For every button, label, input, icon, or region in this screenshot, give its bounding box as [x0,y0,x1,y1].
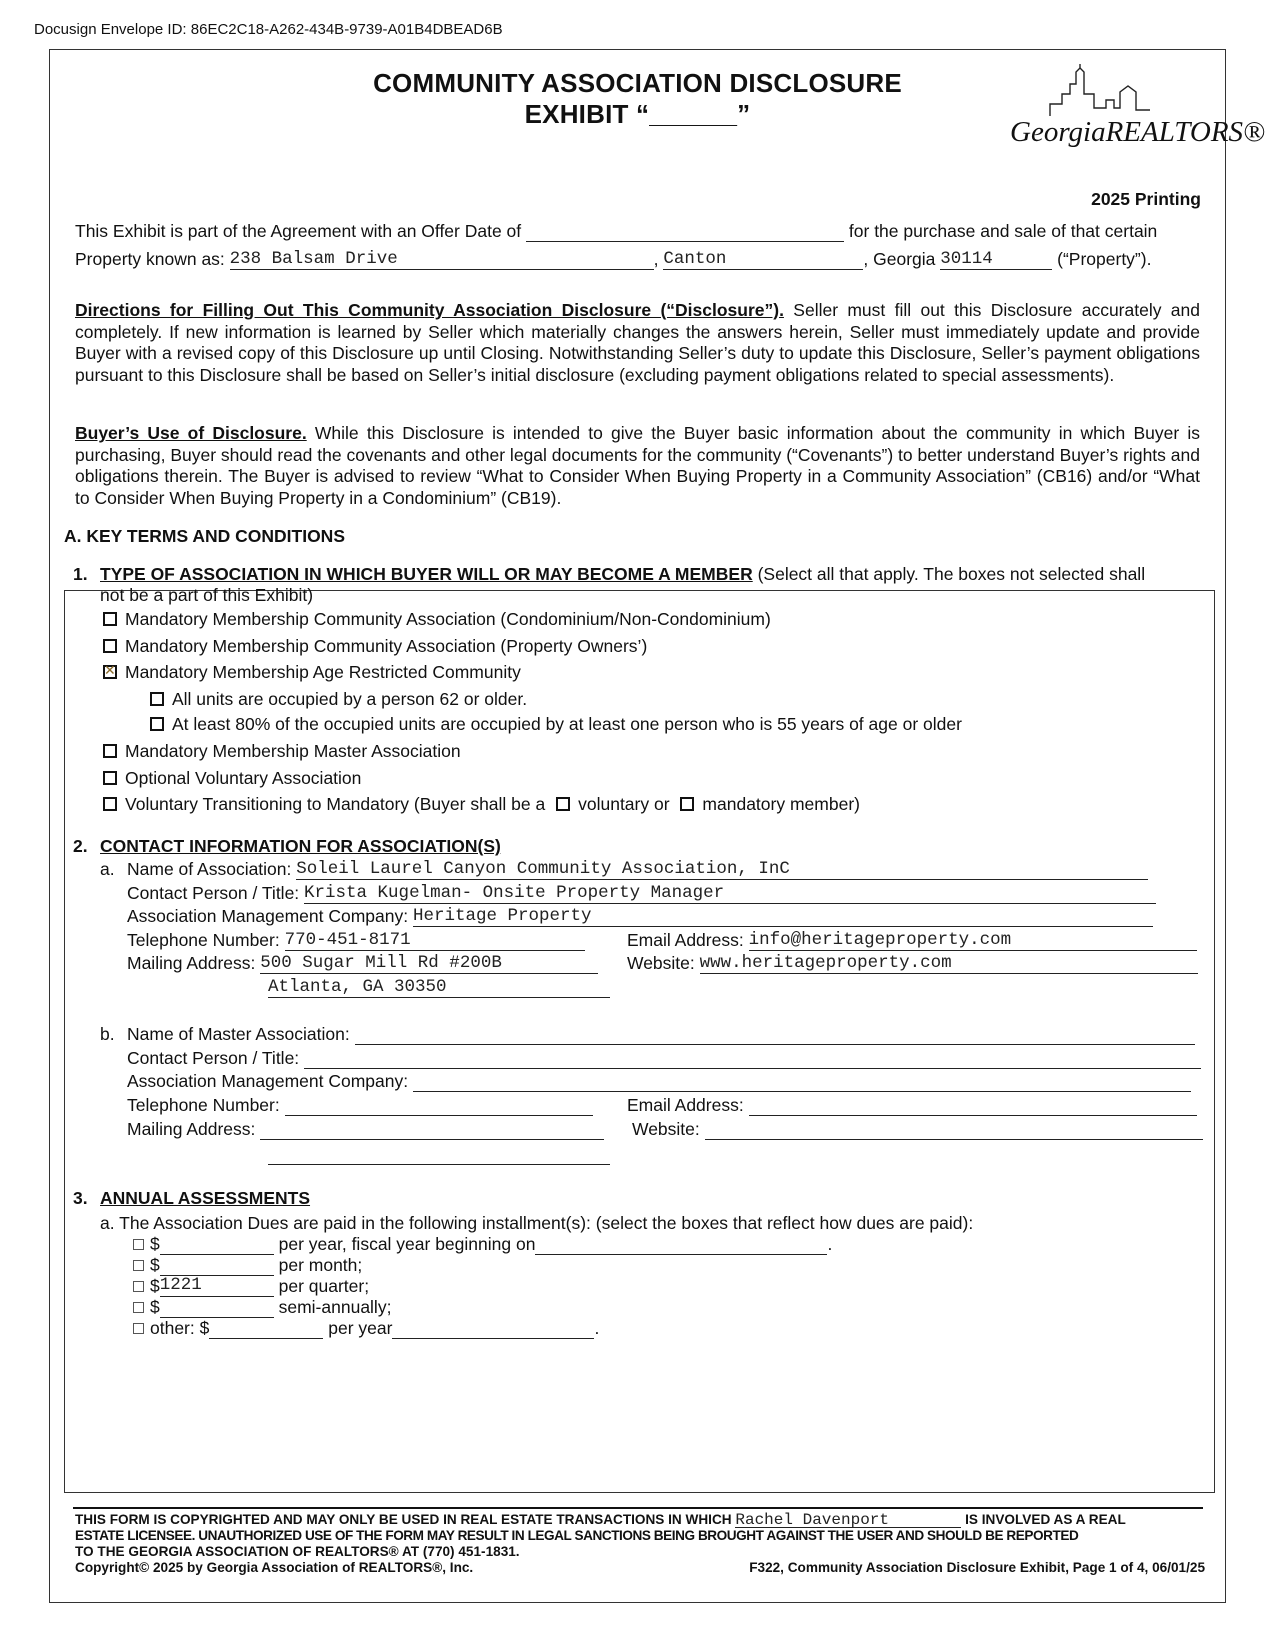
item3-intro: a. The Association Dues are paid in the following installment(s): (select the boxes that reflect how dues are paid): [100,1213,974,1233]
dues-amount-field[interactable]: 1221 [160,1278,274,1297]
form-title: COMMUNITY ASSOCIATION DISCLOSURE [373,68,902,98]
contact-field[interactable]: Krista Kugelman- Onsite Property Manager [304,883,1156,904]
exhibit-title: EXHIBIT “______” [524,99,751,129]
master-name-label: Name of Master Association: [127,1024,350,1044]
dues-row-other: other: $ per year . [133,1318,599,1339]
master-website-row [632,1119,1203,1140]
mailing-field-1[interactable]: 500 Sugar Mill Rd #200B [260,953,598,974]
master-contact-label: Contact Person / Title: [127,1048,300,1068]
checkbox-mandatory-member[interactable] [680,797,694,811]
checkbox[interactable] [150,692,164,706]
property-address-field[interactable]: 238 Balsam Drive [230,249,654,270]
master-phone-field[interactable] [285,1097,593,1116]
property-city-field[interactable]: Canton [663,249,863,270]
directions-paragraph [75,300,1200,386]
dues-suffix: per year [328,1318,393,1338]
property-label: Property known as: [75,249,225,269]
footer-line-1 [75,1512,1205,1528]
contact-label: Contact Person / Title: [127,883,300,903]
mailing-row [127,953,598,974]
mgmt-field[interactable]: Heritage Property [413,906,1153,927]
dues-prefix: $ [150,1297,160,1317]
dues-prefix: $ [150,1234,160,1254]
option-label: Mandatory Membership Community Association (Property Owners’) [125,636,648,656]
option-age-restricted[interactable] [103,662,521,683]
option-label: Voluntary Transitioning to Mandatory (Buyer shall be a [125,794,546,814]
other-per-year-field[interactable] [392,1320,594,1339]
offer-date-line [75,221,1157,242]
option-label: Mandatory Membership Master Association [125,741,461,761]
directions-body: Seller must fill out this Disclosure accurately and completely. If new information is learned by Seller which materially changes the answers herein, Seller must immediately update and provide Buyer with a revised copy of this Disclosure up until Closing. Notwithstanding Seller’s duty to update this Disclosure, Seller’s payment obligations pursuant to this Disclosure shall be based on Seller’s initial disclosure (excluding payment obligations related to special assessments). [75,300,1200,385]
mailing-field-2[interactable]: Atlanta, GA 30350 [268,977,610,998]
footer-rule [73,1507,1203,1509]
option-master[interactable] [103,741,461,762]
item2-number: 2. [73,836,88,856]
master-contact-row [127,1048,1201,1069]
buyers-use-paragraph [75,423,1200,509]
item1-number: 1. [73,564,88,584]
printing-year: 2025 Printing [1091,189,1201,209]
master-website-field[interactable] [705,1121,1203,1140]
option-property-owners[interactable] [103,636,647,657]
master-name-field[interactable] [355,1026,1195,1045]
mgmt-row [127,906,1153,927]
option-transitioning[interactable] [103,794,860,815]
item2a-letter: a. [100,859,115,879]
georgia-realtors-logo [1010,64,1266,164]
master-name-row [127,1024,1195,1045]
option-label: mandatory member) [702,794,860,814]
master-mailing-label: Mailing Address: [127,1119,256,1139]
master-website-label: Website: [632,1119,700,1139]
checkbox[interactable] [103,771,117,785]
buyers-use-heading: Buyer’s Use of Disclosure. [75,423,307,443]
property-suffix: (“Property”). [1057,249,1152,269]
footer-text: IS INVOLVED AS A REAL [965,1512,1126,1527]
dues-row-year: $ per year, fiscal year beginning on . [133,1234,832,1255]
option-label: All units are occupied by a person 62 or older. [172,689,528,709]
option-voluntary[interactable] [103,768,361,789]
master-phone-label: Telephone Number: [127,1095,280,1115]
mailing-label: Mailing Address: [127,953,256,973]
directions-heading: Directions for Filling Out This Community Association Disclosure (“Disclosure”). [75,300,784,320]
master-phone-row [127,1095,593,1116]
checkbox-checked[interactable] [103,665,117,679]
phone-label: Telephone Number: [127,930,280,950]
assoc-name-row [127,859,1148,880]
master-email-label: Email Address: [627,1095,744,1115]
dues-amount-field[interactable] [160,1257,274,1276]
item3-heading: ANNUAL ASSESSMENTS [100,1188,311,1208]
assoc-name-field[interactable]: Soleil Laurel Canyon Community Association, InC [296,859,1148,880]
logo-text: GeorgiaREALTORS® [1010,116,1266,148]
master-mailing-row [127,1119,604,1140]
dues-amount-field[interactable] [209,1320,323,1339]
checkbox[interactable] [103,744,117,758]
option-label: Mandatory Membership Community Association (Condominium/Non-Condominium) [125,609,771,629]
item1-heading: TYPE OF ASSOCIATION IN WHICH BUYER WILL OR MAY BECOME A MEMBER [100,564,753,584]
phone-field[interactable]: 770-451-8171 [285,930,585,951]
master-mailing-field-2[interactable] [268,1146,610,1165]
website-field[interactable]: www.heritageproperty.com [700,953,1198,974]
dues-amount-field[interactable] [160,1299,274,1318]
licensee-field[interactable]: Rachel Davenport [735,1513,961,1528]
dues-suffix: semi-annually; [278,1297,392,1317]
option-80-percent[interactable] [150,714,962,735]
assoc-name-label: Name of Association: [127,859,292,879]
dues-row-quarter [133,1276,369,1297]
master-mgmt-label: Association Management Company: [127,1071,409,1091]
footer-line-3: TO THE GEORGIA ASSOCIATION OF REALTORS® AT (770) 451-1831. [75,1544,520,1559]
dues-row-semiannual [133,1297,391,1318]
checkbox[interactable] [103,639,117,653]
dues-prefix: other: $ [150,1318,210,1338]
mailing-row-2 [268,977,610,998]
dues-row-month [133,1255,362,1276]
dues-suffix: per year, fiscal year beginning on [278,1234,536,1254]
offer-date-field[interactable] [526,223,844,242]
option-label: voluntary or [578,794,670,814]
checkbox-voluntary-member[interactable] [556,797,570,811]
property-line: Property known as: 238 Balsam Drive , Canton , Georgia 30114 (“Property”). [75,249,1152,269]
dues-prefix: $ [150,1276,160,1296]
item1-note2: not be a part of this Exhibit) [100,585,314,605]
footer-line-4 [75,1560,1205,1576]
option-62-older[interactable] [150,689,527,710]
item1-note: (Select all that apply. The boxes not selected shall [752,564,1146,584]
georgia-label: , Georgia [863,249,936,269]
offer-date-label: This Exhibit is part of the Agreement with an Offer Date of [75,221,522,241]
checkbox[interactable] [133,1239,144,1250]
email-row [627,930,1197,951]
footer-line-2: ESTATE LICENSEE. UNAUTHORIZED USE OF THE FORM MAY RESULT IN LEGAL SANCTIONS BEING BROUGHT AGAINST THE USER AND SHOULD BE REPORTED [75,1528,1079,1543]
copyright-notice [75,1512,1205,1576]
checkbox[interactable] [133,1281,144,1292]
item2b-letter: b. [100,1024,115,1044]
dues-suffix: per quarter; [278,1276,370,1296]
checkbox[interactable] [103,612,117,626]
master-email-field[interactable] [749,1097,1197,1116]
option-condo[interactable] [103,609,771,630]
item3-number: 3. [73,1188,88,1208]
buyers-use-body: While this Disclosure is intended to give the Buyer basic information about the community in which Buyer is purchasing, Buyer should read the covenants and other legal documents for the community (“Covenants”) to better understand Buyer’s rights and obligations therein. The Buyer is advised to review “What to Consider When Buying Property in a Community Association” (CB16) and/or “What to Consider When Buying Property in a Condominium” (CB19). [75,423,1200,508]
dues-amount-field[interactable] [160,1236,274,1255]
mgmt-label: Association Management Company: [127,906,409,926]
website-row [627,953,1198,974]
phone-row [127,930,585,951]
footer-text: THIS FORM IS COPYRIGHTED AND MAY ONLY BE USED IN REAL ESTATE TRANSACTIONS IN WHICH [75,1512,732,1527]
master-mailing-row-2 [268,1144,610,1165]
option-label: Mandatory Membership Age Restricted Community [125,662,521,682]
master-mgmt-field[interactable] [413,1073,1191,1092]
contact-row [127,883,1156,904]
copyright-text: Copyright© 2025 by Georgia Association of REALTORS®, Inc. [75,1560,474,1575]
master-contact-field[interactable] [304,1050,1201,1069]
item2-heading: CONTACT INFORMATION FOR ASSOCIATION(S) [100,836,501,856]
master-mgmt-row [127,1071,1191,1092]
property-zip-field[interactable]: 30114 [940,249,1052,270]
email-label: Email Address: [627,930,744,950]
purchase-sale-text: for the purchase and sale of that certain [848,221,1158,241]
master-mailing-field-1[interactable] [260,1121,604,1140]
checkbox[interactable] [133,1260,144,1271]
section-a-heading: A. KEY TERMS AND CONDITIONS [64,526,345,546]
dues-suffix: per month; [278,1255,363,1275]
item1-heading-line [100,564,1145,585]
email-field[interactable]: info@heritageproperty.com [749,930,1197,951]
option-label: At least 80% of the occupied units are occupied by at least one person who is 55 years of age or older [172,714,962,734]
envelope-id: Docusign Envelope ID: 86EC2C18-A262-434B-9739-A01B4DBEAD6B [34,21,503,38]
checkbox[interactable] [133,1302,144,1313]
dues-prefix: $ [150,1255,160,1275]
master-email-row [627,1095,1197,1116]
fiscal-year-field[interactable] [535,1236,827,1255]
option-label: Optional Voluntary Association [125,768,362,788]
checkbox[interactable] [103,797,117,811]
website-label: Website: [627,953,695,973]
form-id: F322, Community Association Disclosure Exhibit, Page 1 of 4, 06/01/25 [749,1560,1205,1575]
checkbox[interactable] [150,717,164,731]
checkbox[interactable] [133,1323,144,1334]
